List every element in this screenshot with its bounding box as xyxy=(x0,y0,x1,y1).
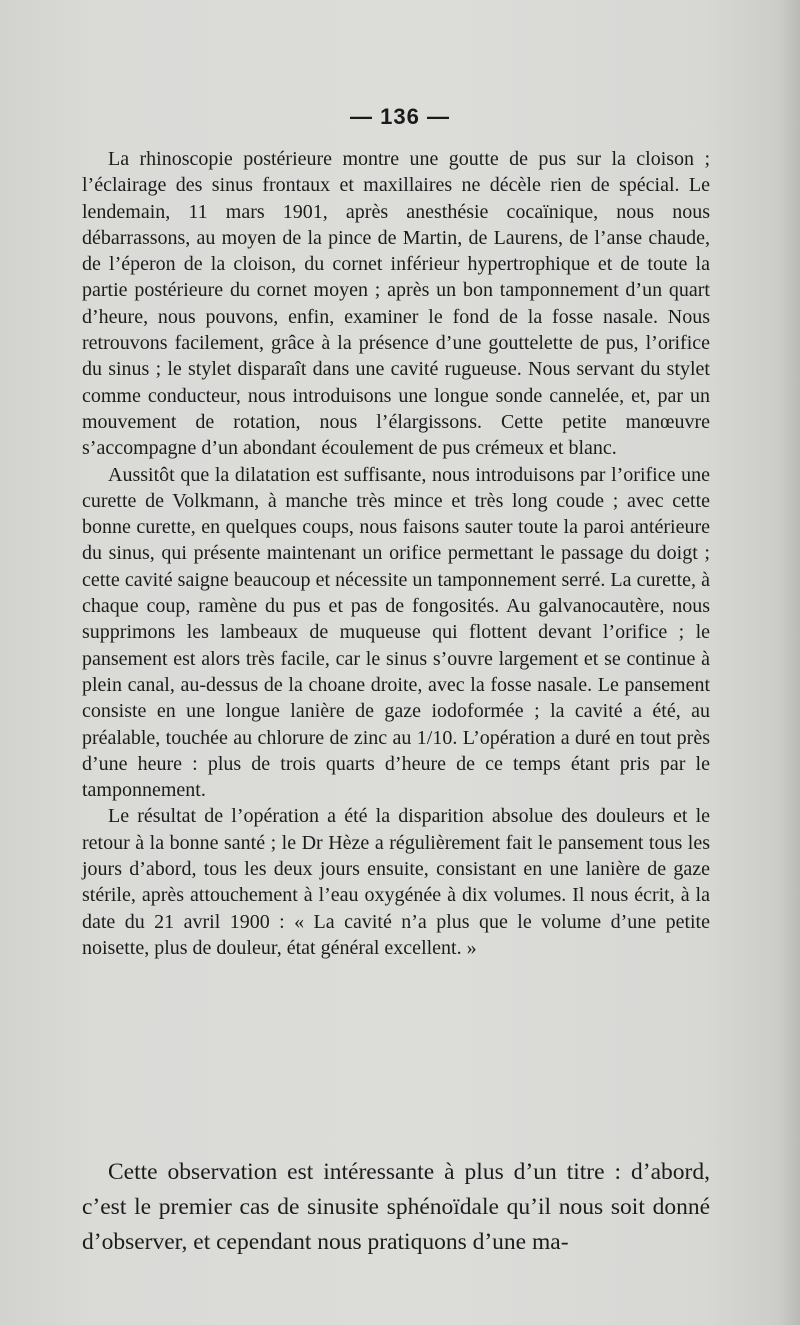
paragraph-curette: Aussitôt que la dilatation est suffisante, nous introduisons par l’orifice une curette de Volkmann, à manche très mince et très long coude ; avec cette bonne curette, en quelques coups, nous faisons sauter toute la paroi antérieure du sinus, qui présente maintenant un orifice permettant le passage du doigt ; cette cavité saigne beaucoup et nécessite un tamponnement serré. La curette, à chaque coup, ramène du pus et pas de fongosités. Au galvanocautère, nous supprimons les lambeaux de muqueuse qui flottent devant l’orifice ; le pansement est alors très facile, car le sinus s’ouvre largement et se continue à plein canal, au-dessus de la choane droite, avec la fosse nasale. Le pansement consiste en une longue lanière de gaze iodoformée ; la cavité a été, au préalable, touchée au chlorure de zinc au 1/10. L’opération a duré en tout près d’une heure : plus de trois quarts d’heure de ce temps étant pris par le tamponnement. xyxy=(82,463,710,802)
page-number: — 136 — xyxy=(350,104,450,129)
paragraph-rhinoscopy: La rhinoscopie postérieure montre une goutte de pus sur la cloison ; l’éclairage des sinus frontaux et maxillaires ne décèle rien de spécial. Le lendemain, 11 mars 1901, après anesthésie cocaïnique, nous nous débarrassons, au moyen de la pince de Martin, de Laurens, de l’anse chaude, de l’éperon de la cloison, du cornet inférieur hypertrophique et de toute la partie postérieure du cornet moyen ; après un bon tamponnement d’un quart d’heure, nous pouvons, enfin, examiner le fond de la fosse nasale. Nous retrouvons facilement, grâce à la présence d’une gouttelette de pus, l’orifice du sinus ; le stylet disparaît dans une cavité rugueuse. Nous servant du stylet comme conducteur, nous introduisons une longue sonde cannelée, et, par un mouvement de rotation, nous l’élargissons. Cette petite manœuvre s’accompagne d’un abondant écoulement de pus crémeux et blanc. xyxy=(82,148,710,460)
paragraph-commentary: Cette observation est intéressante à plus d’un titre : d’abord, c’est le premier cas de sinusite sphénoïdale qu’il nous soit donné d’observer, et cependant nous pratiquons d’une ma- xyxy=(82,1159,710,1255)
paragraph-result: Le résultat de l’opération a été la disparition absolue des douleurs et le retour à la bonne santé ; le Dr Hèze a régulièrement fait le pansement tous les jours d’abord, tous les deux jours ensuite, consistant en une lanière de gaze stérile, après attouchement à l’eau oxygénée à dix volumes. Il nous écrit, à la date du 21 avril 1900 : « La cavité n’a plus que le volume d’une petite noisette, plus de douleur, état général excellent. » xyxy=(82,805,710,959)
observation-text xyxy=(82,146,710,961)
commentary-text xyxy=(82,1155,710,1260)
page-edge-shadow xyxy=(778,0,800,1325)
